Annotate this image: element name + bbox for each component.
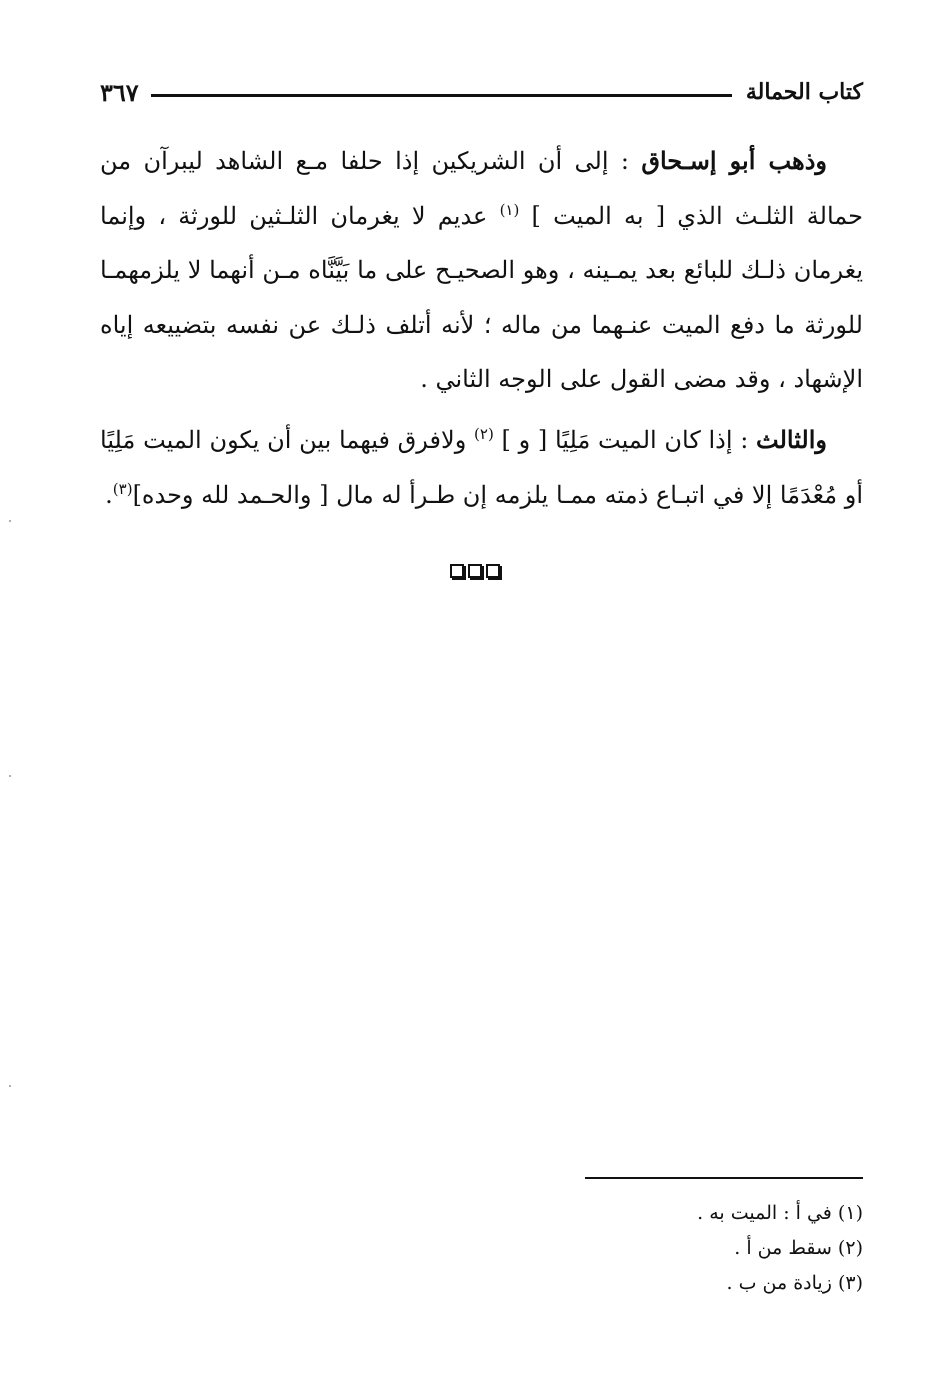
ornament-square-icon <box>468 564 482 578</box>
ornament-square-icon <box>486 564 500 578</box>
footnote-ref-3[interactable]: (٣) <box>112 479 133 498</box>
paragraph-text: : إذا كان الميت مَلِيًا [ و ] <box>493 425 756 454</box>
footnote-ref-2[interactable]: (٢) <box>474 424 494 443</box>
scan-speck <box>9 520 11 522</box>
footnote-separator <box>585 1177 863 1179</box>
main-text <box>100 134 863 522</box>
ornament-square-icon <box>450 564 464 578</box>
paragraph-2 <box>100 413 863 522</box>
footnote-ref-1[interactable]: (١) <box>499 200 520 219</box>
scan-speck <box>9 1085 11 1087</box>
footnote-1: (١) في أ : الميت به . <box>697 1202 863 1224</box>
paragraph-text: : إلى أن الشريكين إذا حلفا مـع الشاهد ليبرآن من حمالة الثلـث الذي [ به الميت ] <box>100 147 863 230</box>
footnotes <box>463 1196 863 1301</box>
paragraph-text: ولافرق فيهما بين أن يكون الميت مَلِيًا أو مُعْدَمًا إلا في اتبـاع ذمته ممـا يلزمه إن طـرأ له مال [ والحـمد لله وحده] <box>100 425 863 509</box>
paragraph-lead: وذهب أبو إسـحاق <box>641 146 827 175</box>
header-rule <box>151 94 732 97</box>
section-end-ornament <box>0 564 949 578</box>
paragraph-text: عديم لا يغرمان الثلـثين للورثة ، وإنما يغرمان ذلـك للبائع بعد يمـينه ، وهو الصحيـح على ما بَيَّنَّاه مـن أنهما لا يلزمهمـا للورثة ما دفع الميت عنـهما من ماله ؛ لأنه أتلف ذلـك عن نفسه بتضييعه إياه الإشهاد ، وقد مضى القول على الوجه الثاني . <box>100 201 863 394</box>
footnote-3: (٣) زيادة من ب . <box>726 1272 863 1294</box>
chapter-title: كتاب الحمالة <box>745 79 863 105</box>
scan-speck <box>9 775 11 777</box>
paragraph-lead: والثالث <box>756 424 828 454</box>
paragraph-end: . <box>105 480 113 509</box>
page-number: ٣٦٧ <box>100 77 139 107</box>
paragraph-1 <box>100 134 863 407</box>
running-head <box>100 70 863 114</box>
footnote-2: (٢) سقط من أ . <box>734 1237 863 1259</box>
